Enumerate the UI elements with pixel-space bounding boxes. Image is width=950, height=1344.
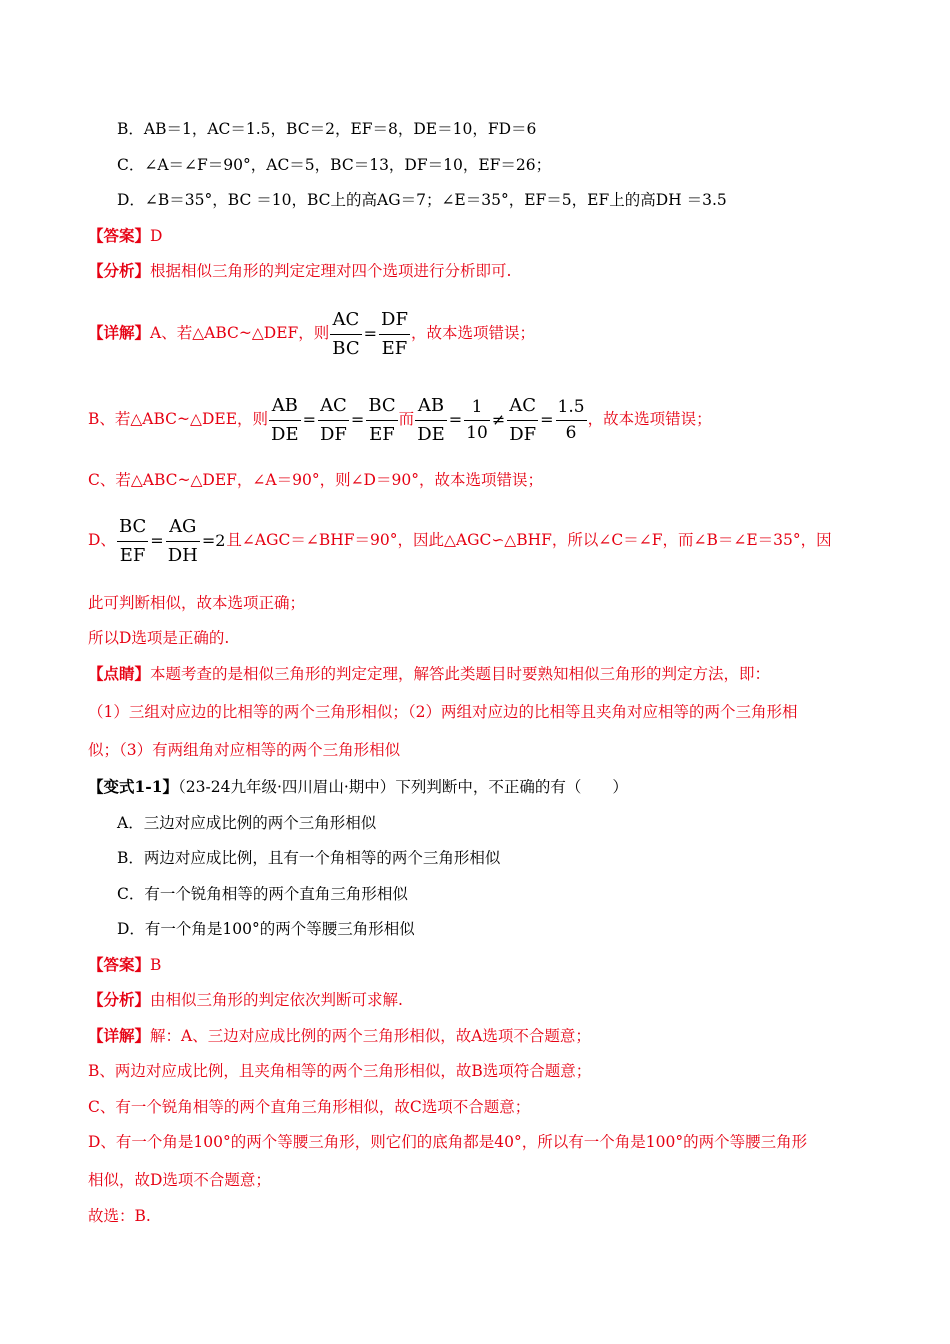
denominator: EF <box>381 337 408 359</box>
variant-option-d: D．有一个角是100°的两个等腰三角形相似 <box>117 920 415 938</box>
analysis-text: 由相似三角形的判定依次判断可求解. <box>150 991 403 1009</box>
option-c: C．∠A＝∠F＝90°，AC＝5，BC＝13，DF＝10，EF＝26； <box>117 156 552 174</box>
detail-b-suffix: ，故本选项错误； <box>587 410 712 428</box>
detail-d-prefix: D、 <box>88 531 116 549</box>
answer-value: B <box>150 956 162 974</box>
variant-option-b: B．两边对应成比例，且有一个角相等的两个三角形相似 <box>117 849 501 867</box>
denominator: DE <box>271 423 299 445</box>
numerator: AC <box>507 392 538 421</box>
numerator: AC <box>330 306 361 335</box>
option-b: B．AB＝1，AC＝1.5，BC＝2，EF＝8，DE＝10，FD＝6 <box>117 120 537 138</box>
numerator: DF <box>379 306 410 335</box>
fraction-1-10 <box>464 395 490 446</box>
detail-a-prefix: A、若△ABC~△DEF，则 <box>150 324 330 342</box>
fraction-ab-de <box>269 392 301 449</box>
variant-option-c: C．有一个锐角相等的两个直角三角形相似 <box>117 885 408 903</box>
denominator: BC <box>332 337 360 359</box>
fraction-bc-ef <box>366 392 397 449</box>
comment-tag: 【点睛】 <box>88 664 151 683</box>
detail-b <box>88 389 712 450</box>
denominator: 10 <box>466 422 488 443</box>
denominator: DF <box>320 423 347 445</box>
denominator: EF <box>119 544 146 566</box>
analysis-1 <box>88 261 511 281</box>
detail-tag: 【详解】 <box>88 323 151 342</box>
detail-2-line-2: B、两边对应成比例，且夹角相等的两个三角形相似，故B选项符合题意； <box>88 1062 592 1080</box>
fraction-df-ef <box>379 306 410 363</box>
fraction-bc-ef <box>117 513 148 570</box>
detail-2-line-5: 相似，故D选项不合题意； <box>88 1171 271 1189</box>
numerator: 1 <box>464 395 490 421</box>
detail-tag: 【详解】 <box>88 1026 151 1045</box>
detail-d-suffix: 且∠AGC＝∠BHF＝90°，因此△AGC∽△BHF，所以∠C＝∠F，而∠B＝∠E＝35°，因 <box>226 531 832 549</box>
detail-2-line-1 <box>88 1026 591 1046</box>
equals-sign: = <box>540 410 554 429</box>
fraction-ab-de-2 <box>415 392 447 449</box>
numerator: AB <box>415 392 447 421</box>
analysis-tag: 【分析】 <box>88 990 151 1009</box>
answer-2 <box>88 955 161 975</box>
denominator: DE <box>417 423 445 445</box>
answer-value: D <box>150 227 163 245</box>
fraction-ac-df <box>318 392 349 449</box>
denominator: 6 <box>565 422 577 443</box>
fraction-1.5-6 <box>556 395 587 446</box>
comment-line-3: 似；（3）有两组角对应相等的两个三角形相似 <box>88 741 401 759</box>
detail-2-line-6: 故选：B. <box>88 1207 151 1225</box>
numerator: AG <box>166 513 200 542</box>
variant-question <box>88 777 628 797</box>
fraction-ag-dh <box>166 513 200 570</box>
denominator: DF <box>509 423 537 445</box>
denominator: DH <box>167 544 198 566</box>
detail-2-line-3: C、有一个锐角相等的两个直角三角形相似，故C选项不合题意； <box>88 1098 531 1116</box>
numerator: BC <box>366 392 397 421</box>
equals-two: =2 <box>201 531 226 550</box>
detail-c: C、若△ABC~△DEF，∠A＝90°，则∠D＝90°，故本选项错误； <box>88 471 543 489</box>
detail-conclusion: 所以D选项是正确的. <box>88 629 230 647</box>
equals-sign: = <box>150 531 164 550</box>
variant-source: （23-24九年级·四川眉山·期中） <box>178 778 396 796</box>
comment-line-2: （1）三组对应边的比相等的两个三角形相似；（2）两组对应边的比相等且夹角对应相等的两个三角形相 <box>88 703 798 721</box>
variant-text: 下列判断中，不正确的有（ ） <box>395 778 628 796</box>
equals-sign: = <box>363 324 378 343</box>
numerator: BC <box>117 513 148 542</box>
detail-d <box>88 510 832 571</box>
detail-2-line-4: D、有一个角是100°的两个等腰三角形，则它们的底角都是40°，所以有一个角是100°的两个等腰三角形 <box>88 1133 808 1151</box>
detail-a <box>88 303 535 364</box>
equals-sign: = <box>302 410 316 429</box>
fraction-ac-df-2 <box>507 392 538 449</box>
numerator: 1.5 <box>556 395 587 421</box>
detail-b-prefix: B、若△ABC~△DEE，则 <box>88 410 269 428</box>
answer-tag: 【答案】 <box>88 955 151 974</box>
not-equal-sign: ≠ <box>491 410 506 429</box>
detail-d-cont: 此可判断相似，故本选项正确； <box>88 594 306 612</box>
numerator: AB <box>269 392 301 421</box>
answer-1 <box>88 226 162 246</box>
detail-a-suffix: ，故本选项错误； <box>410 324 535 342</box>
equals-sign: = <box>448 410 463 429</box>
variant-option-a: A．三边对应成比例的两个三角形相似 <box>117 814 377 832</box>
analysis-tag: 【分析】 <box>88 261 151 280</box>
comment-text: 本题考查的是相似三角形的判定定理，解答此类题目时要熟知相似三角形的判定方法，即： <box>150 665 771 683</box>
detail-b-mid: 而 <box>398 410 415 428</box>
variant-tag: 【变式1-1】 <box>88 777 179 796</box>
detail-text: 解：A、三边对应成比例的两个三角形相似，故A选项不合题意； <box>150 1027 591 1045</box>
equals-sign: = <box>350 410 365 429</box>
option-d: D．∠B＝35°，BC ＝10，BC上的高AG＝7；∠E＝35°，EF＝5，EF上的高DH ＝3.5 <box>117 191 727 209</box>
denominator: EF <box>369 423 395 445</box>
analysis-2 <box>88 990 403 1010</box>
analysis-text: 根据相似三角形的判定定理对四个选项进行分析即可. <box>150 262 512 280</box>
comment-1 <box>88 664 770 684</box>
fraction-ac-bc <box>330 306 361 363</box>
numerator: AC <box>318 392 349 421</box>
answer-tag: 【答案】 <box>88 226 151 245</box>
